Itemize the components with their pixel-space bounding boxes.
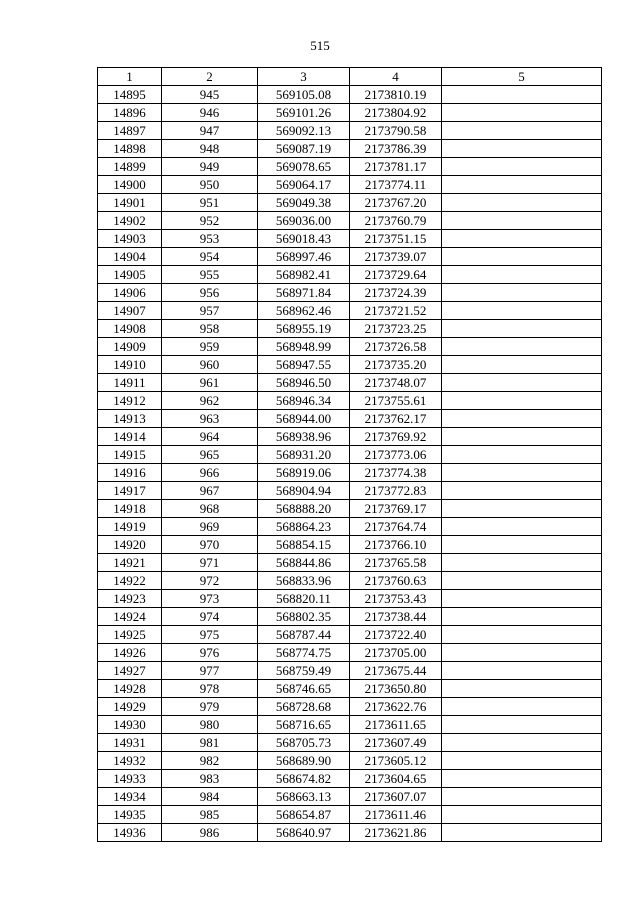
table-cell-col-1: 14918	[98, 500, 162, 518]
table-cell-col-3: 568854.15	[258, 536, 350, 554]
table-cell-col-5	[442, 302, 602, 320]
table-cell-col-5	[442, 284, 602, 302]
table-cell-col-3: 568931.20	[258, 446, 350, 464]
table-row	[98, 86, 602, 104]
table-cell-col-5	[442, 320, 602, 338]
table-cell-col-3: 568955.19	[258, 320, 350, 338]
table-cell-col-1: 14910	[98, 356, 162, 374]
table-cell-col-3: 568904.94	[258, 482, 350, 500]
table-row	[98, 788, 602, 806]
table-cell-col-5	[442, 410, 602, 428]
table-cell-col-5	[442, 608, 602, 626]
table-cell-col-5	[442, 194, 602, 212]
table-cell-col-4: 2173772.83	[350, 482, 442, 500]
table-cell-col-2: 973	[162, 590, 258, 608]
table-cell-col-1: 14899	[98, 158, 162, 176]
table-cell-col-1: 14904	[98, 248, 162, 266]
table-cell-col-3: 568971.84	[258, 284, 350, 302]
table-cell-col-1: 14927	[98, 662, 162, 680]
table-cell-col-5	[442, 752, 602, 770]
table-cell-col-2: 953	[162, 230, 258, 248]
table-cell-col-1: 14912	[98, 392, 162, 410]
table-cell-col-4: 2173724.39	[350, 284, 442, 302]
table-row	[98, 230, 602, 248]
column-header-5: 5	[442, 68, 602, 86]
table-row	[98, 320, 602, 338]
table-cell-col-3: 568746.65	[258, 680, 350, 698]
table-cell-col-3: 568844.86	[258, 554, 350, 572]
table-cell-col-5	[442, 824, 602, 842]
table-row	[98, 752, 602, 770]
table-row	[98, 140, 602, 158]
table-cell-col-1: 14930	[98, 716, 162, 734]
table-cell-col-3: 568944.00	[258, 410, 350, 428]
table-cell-col-3: 569049.38	[258, 194, 350, 212]
table-cell-col-3: 568716.65	[258, 716, 350, 734]
table-cell-col-5	[442, 140, 602, 158]
table-cell-col-3: 568689.90	[258, 752, 350, 770]
table-cell-col-2: 980	[162, 716, 258, 734]
table-cell-col-5	[442, 788, 602, 806]
table-cell-col-3: 568948.99	[258, 338, 350, 356]
table-cell-col-1: 14921	[98, 554, 162, 572]
table-cell-col-1: 14933	[98, 770, 162, 788]
table-cell-col-4: 2173781.17	[350, 158, 442, 176]
table-row	[98, 212, 602, 230]
table-cell-col-1: 14911	[98, 374, 162, 392]
table-cell-col-3: 568787.44	[258, 626, 350, 644]
table-cell-col-1: 14916	[98, 464, 162, 482]
table-cell-col-5	[442, 158, 602, 176]
table-cell-col-5	[442, 392, 602, 410]
table-cell-col-3: 568833.96	[258, 572, 350, 590]
table-cell-col-3: 569036.00	[258, 212, 350, 230]
table-cell-col-4: 2173762.17	[350, 410, 442, 428]
table-cell-col-5	[442, 212, 602, 230]
table-cell-col-5	[442, 230, 602, 248]
table-cell-col-5	[442, 374, 602, 392]
table-cell-col-3: 568997.46	[258, 248, 350, 266]
table-cell-col-5	[442, 482, 602, 500]
table-cell-col-1: 14917	[98, 482, 162, 500]
table-cell-col-4: 2173810.19	[350, 86, 442, 104]
page-number: 515	[310, 38, 330, 53]
table-cell-col-4: 2173721.52	[350, 302, 442, 320]
table-cell-col-1: 14908	[98, 320, 162, 338]
table-row	[98, 356, 602, 374]
table-cell-col-4: 2173774.11	[350, 176, 442, 194]
table-row	[98, 194, 602, 212]
table-cell-col-2: 969	[162, 518, 258, 536]
table-row	[98, 176, 602, 194]
table-row	[98, 554, 602, 572]
table-row	[98, 662, 602, 680]
table-cell-col-2: 962	[162, 392, 258, 410]
table-cell-col-3: 568962.46	[258, 302, 350, 320]
table-cell-col-1: 14919	[98, 518, 162, 536]
table-cell-col-3: 568640.97	[258, 824, 350, 842]
table-row	[98, 500, 602, 518]
table-cell-col-4: 2173735.20	[350, 356, 442, 374]
table-cell-col-3: 568728.68	[258, 698, 350, 716]
table-row	[98, 608, 602, 626]
table-cell-col-2: 956	[162, 284, 258, 302]
table-cell-col-4: 2173705.00	[350, 644, 442, 662]
table-cell-col-3: 568654.87	[258, 806, 350, 824]
table-cell-col-2: 959	[162, 338, 258, 356]
coordinates-table	[97, 67, 602, 842]
table-cell-col-5	[442, 554, 602, 572]
table-cell-col-2: 967	[162, 482, 258, 500]
table-cell-col-1: 14929	[98, 698, 162, 716]
table-row	[98, 590, 602, 608]
table-cell-col-1: 14928	[98, 680, 162, 698]
table-cell-col-1: 14924	[98, 608, 162, 626]
table-cell-col-3: 568774.75	[258, 644, 350, 662]
table-row	[98, 680, 602, 698]
table-cell-col-4: 2173773.06	[350, 446, 442, 464]
table-cell-col-4: 2173729.64	[350, 266, 442, 284]
table-cell-col-1: 14925	[98, 626, 162, 644]
table-cell-col-4: 2173760.63	[350, 572, 442, 590]
table-cell-col-4: 2173607.49	[350, 734, 442, 752]
table-cell-col-1: 14932	[98, 752, 162, 770]
table-cell-col-4: 2173748.07	[350, 374, 442, 392]
table-cell-col-3: 568946.34	[258, 392, 350, 410]
table-cell-col-4: 2173769.17	[350, 500, 442, 518]
table-cell-col-1: 14895	[98, 86, 162, 104]
table-cell-col-3: 568820.11	[258, 590, 350, 608]
table-cell-col-4: 2173774.38	[350, 464, 442, 482]
table-cell-col-5	[442, 716, 602, 734]
table-row	[98, 410, 602, 428]
table-cell-col-4: 2173621.86	[350, 824, 442, 842]
table-cell-col-2: 974	[162, 608, 258, 626]
table-cell-col-4: 2173786.39	[350, 140, 442, 158]
table-cell-col-1: 14906	[98, 284, 162, 302]
column-header-1: 1	[98, 68, 162, 86]
table-cell-col-2: 975	[162, 626, 258, 644]
table-cell-col-5	[442, 734, 602, 752]
column-header-4: 4	[350, 68, 442, 86]
table-cell-col-1: 14896	[98, 104, 162, 122]
table-cell-col-1: 14900	[98, 176, 162, 194]
table-cell-col-2: 965	[162, 446, 258, 464]
table-cell-col-1: 14902	[98, 212, 162, 230]
table-cell-col-5	[442, 464, 602, 482]
table-cell-col-1: 14922	[98, 572, 162, 590]
table-cell-col-4: 2173722.40	[350, 626, 442, 644]
table-cell-col-4: 2173726.58	[350, 338, 442, 356]
table-row	[98, 716, 602, 734]
table-cell-col-4: 2173753.43	[350, 590, 442, 608]
table-cell-col-2: 979	[162, 698, 258, 716]
table-cell-col-2: 970	[162, 536, 258, 554]
table-cell-col-5	[442, 104, 602, 122]
table-cell-col-4: 2173765.58	[350, 554, 442, 572]
table-cell-col-3: 568938.96	[258, 428, 350, 446]
table-row	[98, 536, 602, 554]
table-row	[98, 122, 602, 140]
table-body	[98, 86, 602, 842]
table-cell-col-4: 2173622.76	[350, 698, 442, 716]
table-cell-col-2: 985	[162, 806, 258, 824]
table-cell-col-3: 569105.08	[258, 86, 350, 104]
table-cell-col-2: 971	[162, 554, 258, 572]
table-row	[98, 518, 602, 536]
table-row	[98, 770, 602, 788]
table-cell-col-1: 14935	[98, 806, 162, 824]
table-cell-col-3: 568888.20	[258, 500, 350, 518]
table-row	[98, 248, 602, 266]
table-cell-col-5	[442, 572, 602, 590]
table-cell-col-3: 568705.73	[258, 734, 350, 752]
table-cell-col-2: 968	[162, 500, 258, 518]
table-cell-col-5	[442, 536, 602, 554]
table-cell-col-4: 2173738.44	[350, 608, 442, 626]
table-cell-col-5	[442, 806, 602, 824]
table-cell-col-4: 2173650.80	[350, 680, 442, 698]
table-cell-col-3: 568802.35	[258, 608, 350, 626]
table-cell-col-1: 14920	[98, 536, 162, 554]
table-cell-col-2: 976	[162, 644, 258, 662]
table-cell-col-4: 2173769.92	[350, 428, 442, 446]
table-cell-col-2: 954	[162, 248, 258, 266]
table-row	[98, 284, 602, 302]
table-cell-col-2: 947	[162, 122, 258, 140]
table-cell-col-5	[442, 86, 602, 104]
table-cell-col-4: 2173766.10	[350, 536, 442, 554]
table-cell-col-2: 984	[162, 788, 258, 806]
table-cell-col-3: 569092.13	[258, 122, 350, 140]
table-cell-col-1: 14903	[98, 230, 162, 248]
table-cell-col-1: 14909	[98, 338, 162, 356]
table-row	[98, 626, 602, 644]
table-cell-col-2: 960	[162, 356, 258, 374]
table-cell-col-4: 2173604.65	[350, 770, 442, 788]
table-cell-col-2: 964	[162, 428, 258, 446]
table-cell-col-2: 955	[162, 266, 258, 284]
table-cell-col-5	[442, 590, 602, 608]
table-cell-col-1: 14931	[98, 734, 162, 752]
table-cell-col-2: 972	[162, 572, 258, 590]
table-cell-col-4: 2173751.15	[350, 230, 442, 248]
table-cell-col-4: 2173790.58	[350, 122, 442, 140]
table-cell-col-4: 2173755.61	[350, 392, 442, 410]
table-cell-col-2: 961	[162, 374, 258, 392]
table-cell-col-2: 950	[162, 176, 258, 194]
table-row	[98, 734, 602, 752]
table-cell-col-1: 14914	[98, 428, 162, 446]
table-row	[98, 338, 602, 356]
table-cell-col-4: 2173723.25	[350, 320, 442, 338]
table-cell-col-4: 2173605.12	[350, 752, 442, 770]
table-cell-col-1: 14905	[98, 266, 162, 284]
table-cell-col-3: 568947.55	[258, 356, 350, 374]
table-cell-col-1: 14934	[98, 788, 162, 806]
table-row	[98, 644, 602, 662]
table-cell-col-5	[442, 446, 602, 464]
table-cell-col-4: 2173675.44	[350, 662, 442, 680]
table-cell-col-1: 14936	[98, 824, 162, 842]
table-cell-col-3: 569101.26	[258, 104, 350, 122]
table-cell-col-2: 948	[162, 140, 258, 158]
table-cell-col-2: 981	[162, 734, 258, 752]
table-header-row	[98, 68, 602, 86]
table-cell-col-3: 568663.13	[258, 788, 350, 806]
table-cell-col-2: 945	[162, 86, 258, 104]
table-cell-col-4: 2173764.74	[350, 518, 442, 536]
table-cell-col-4: 2173760.79	[350, 212, 442, 230]
table-row	[98, 266, 602, 284]
table-cell-col-2: 949	[162, 158, 258, 176]
table-cell-col-3: 568919.06	[258, 464, 350, 482]
table-cell-col-5	[442, 680, 602, 698]
table-cell-col-5	[442, 428, 602, 446]
table-cell-col-5	[442, 662, 602, 680]
column-header-2: 2	[162, 68, 258, 86]
table-cell-col-2: 952	[162, 212, 258, 230]
table-cell-col-2: 982	[162, 752, 258, 770]
table-cell-col-5	[442, 248, 602, 266]
table-cell-col-2: 951	[162, 194, 258, 212]
table-cell-col-1: 14923	[98, 590, 162, 608]
table-cell-col-5	[442, 698, 602, 716]
table-row	[98, 392, 602, 410]
table-cell-col-5	[442, 770, 602, 788]
table-cell-col-5	[442, 266, 602, 284]
table-cell-col-5	[442, 338, 602, 356]
table-cell-col-5	[442, 626, 602, 644]
table-cell-col-1: 14907	[98, 302, 162, 320]
table-cell-col-2: 958	[162, 320, 258, 338]
table-cell-col-2: 946	[162, 104, 258, 122]
table-row	[98, 104, 602, 122]
table-row	[98, 806, 602, 824]
table-cell-col-3: 568982.41	[258, 266, 350, 284]
table-cell-col-5	[442, 122, 602, 140]
table-cell-col-2: 966	[162, 464, 258, 482]
table-row	[98, 572, 602, 590]
table-cell-col-2: 977	[162, 662, 258, 680]
table-cell-col-2: 983	[162, 770, 258, 788]
table-row	[98, 446, 602, 464]
table-cell-col-3: 568674.82	[258, 770, 350, 788]
table-cell-col-3: 569018.43	[258, 230, 350, 248]
table-cell-col-5	[442, 500, 602, 518]
table-row	[98, 464, 602, 482]
table-row	[98, 482, 602, 500]
table-cell-col-2: 963	[162, 410, 258, 428]
table-cell-col-1: 14901	[98, 194, 162, 212]
table-cell-col-2: 978	[162, 680, 258, 698]
table-row	[98, 428, 602, 446]
table-cell-col-4: 2173804.92	[350, 104, 442, 122]
table-cell-col-3: 569064.17	[258, 176, 350, 194]
table-cell-col-3: 568864.23	[258, 518, 350, 536]
table-cell-col-4: 2173611.46	[350, 806, 442, 824]
table-cell-col-1: 14926	[98, 644, 162, 662]
table-cell-col-1: 14897	[98, 122, 162, 140]
column-header-3: 3	[258, 68, 350, 86]
table-cell-col-2: 986	[162, 824, 258, 842]
table-cell-col-4: 2173767.20	[350, 194, 442, 212]
table-row	[98, 374, 602, 392]
table-cell-col-5	[442, 356, 602, 374]
table-cell-col-5	[442, 518, 602, 536]
table-cell-col-1: 14913	[98, 410, 162, 428]
table-cell-col-5	[442, 176, 602, 194]
table-row	[98, 698, 602, 716]
table-cell-col-5	[442, 644, 602, 662]
table-cell-col-4: 2173611.65	[350, 716, 442, 734]
table-row	[98, 302, 602, 320]
table-cell-col-3: 568759.49	[258, 662, 350, 680]
table-cell-col-3: 569087.19	[258, 140, 350, 158]
table-cell-col-4: 2173607.07	[350, 788, 442, 806]
table-row	[98, 158, 602, 176]
table-row	[98, 824, 602, 842]
table-cell-col-1: 14915	[98, 446, 162, 464]
table-cell-col-4: 2173739.07	[350, 248, 442, 266]
table-cell-col-3: 569078.65	[258, 158, 350, 176]
table-cell-col-1: 14898	[98, 140, 162, 158]
table-cell-col-3: 568946.50	[258, 374, 350, 392]
table-cell-col-2: 957	[162, 302, 258, 320]
